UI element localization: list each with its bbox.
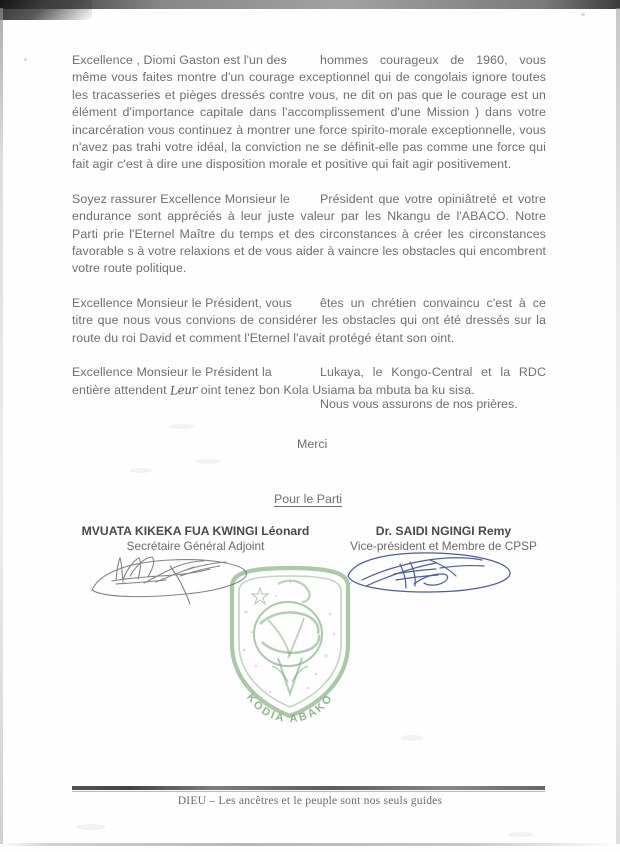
paragraph-1-lead: Excellence , Diomi Gaston est l'un des xyxy=(72,53,287,67)
signatory-name-left: MVUATA KIKEKA FUA KWINGI Léonard xyxy=(81,524,310,538)
paragraph-3-lead: Excellence Monsieur le Président, vous xyxy=(72,295,293,310)
paragraph-3 xyxy=(72,295,546,347)
paragraph-3-text: êtes un chrétien convaincu c'est à ce titre que nous vous convions de considérer les obstacles qui ont été dressés sur la route du roi David et comment l'Eternel l'avait protégé étant son oint. xyxy=(72,295,546,345)
scan-speck xyxy=(24,58,27,61)
stamp-shield-inner xyxy=(239,576,341,707)
paragraph-1 xyxy=(72,52,546,174)
paragraph-2-lead: Soyez rassurer Excellence Monsieur le xyxy=(72,191,290,206)
scan-smudge xyxy=(508,832,534,837)
closing-prayer-line: Nous vous assurons de nos prières. xyxy=(320,397,518,411)
footer-divider xyxy=(72,786,545,790)
footer-divider-thin xyxy=(72,791,545,792)
for-the-party-heading: Pour le Parti xyxy=(274,492,343,506)
stamp-star-icon xyxy=(252,588,268,604)
stamp-text: KODIA ABAKO xyxy=(244,691,336,724)
paragraph-2 xyxy=(72,191,546,278)
handwritten-annotation: Leur xyxy=(169,381,198,398)
scanner-left-edge-artifact xyxy=(0,8,3,844)
paragraph-4 xyxy=(72,364,546,399)
letter-body xyxy=(72,52,546,414)
scanner-right-edge-artifact xyxy=(616,8,620,844)
stamp-shield-outline xyxy=(232,568,348,716)
scanner-top-edge-artifact xyxy=(0,0,620,9)
scanner-bottom-edge-artifact xyxy=(0,843,620,846)
paragraph-4-lead: Excellence Monsieur le Président la xyxy=(72,365,272,380)
scan-smudge xyxy=(130,468,152,473)
paragraph-4-text-before-annotation: Lukaya, le Kongo-Central et la RDC entière attendent xyxy=(72,365,546,397)
scan-smudge xyxy=(195,459,221,464)
signature-block-left xyxy=(78,524,313,554)
scan-smudge xyxy=(76,824,106,830)
scan-smudge xyxy=(400,735,424,741)
stamp-globe-icon xyxy=(254,602,322,666)
paragraph-4-text-after-annotation: oint tenez bon Kola Usiama ba mbuta ba ku sisa. xyxy=(197,382,475,397)
paragraph-2-text: Président que votre opiniâtreté et votre endurance sont appréciés à leur juste valeur par les Nkangu de l'ABACO. Notre Parti prie l'Eternel Maître du temps et des circonstances à créer les circonstances favorable s à votre relaxions et de vous aider à vaincre les obstacles qui encombrent votre route politique. xyxy=(72,191,546,276)
scan-speck xyxy=(581,13,585,16)
scanner-corner-shadow xyxy=(0,0,92,20)
signature-block-right xyxy=(336,524,551,554)
closing-thanks: Merci xyxy=(297,437,328,451)
signatory-name-right: Dr. SAIDI NGINGI Remy xyxy=(375,524,512,538)
footer-motto: DIEU – Les ancêtres et le peuple sont nos seuls guides xyxy=(177,794,443,807)
paragraph-1-text: hommes courageux de 1960, vous même vous faites montre d'un courage exceptionnel qui de congolais ignore toutes les tracasseries et pièges dressés contre vous, ne dit on pas que le courage est un élément d'importance capitale dans l'accomplissement d'une Mission ) dans votre incarcération vous continuez à montrer une force spirito-morale exceptionnelle, vous n'avez pas trahi votre idéal, la conviction ne se définit-elle pas comme une force qui fait agir c'est à dire une disposition morale et positive qui fait agir positivement. xyxy=(72,53,546,172)
party-stamp xyxy=(216,562,364,724)
handwritten-signature-right xyxy=(344,546,524,604)
handwritten-signature-left xyxy=(86,546,266,608)
signatory-title-left: Secrétaire Général Adjoint xyxy=(126,539,265,553)
scan-smudge xyxy=(169,424,195,429)
signatory-title-right: Vice-président et Membre de CPSP xyxy=(350,539,537,553)
